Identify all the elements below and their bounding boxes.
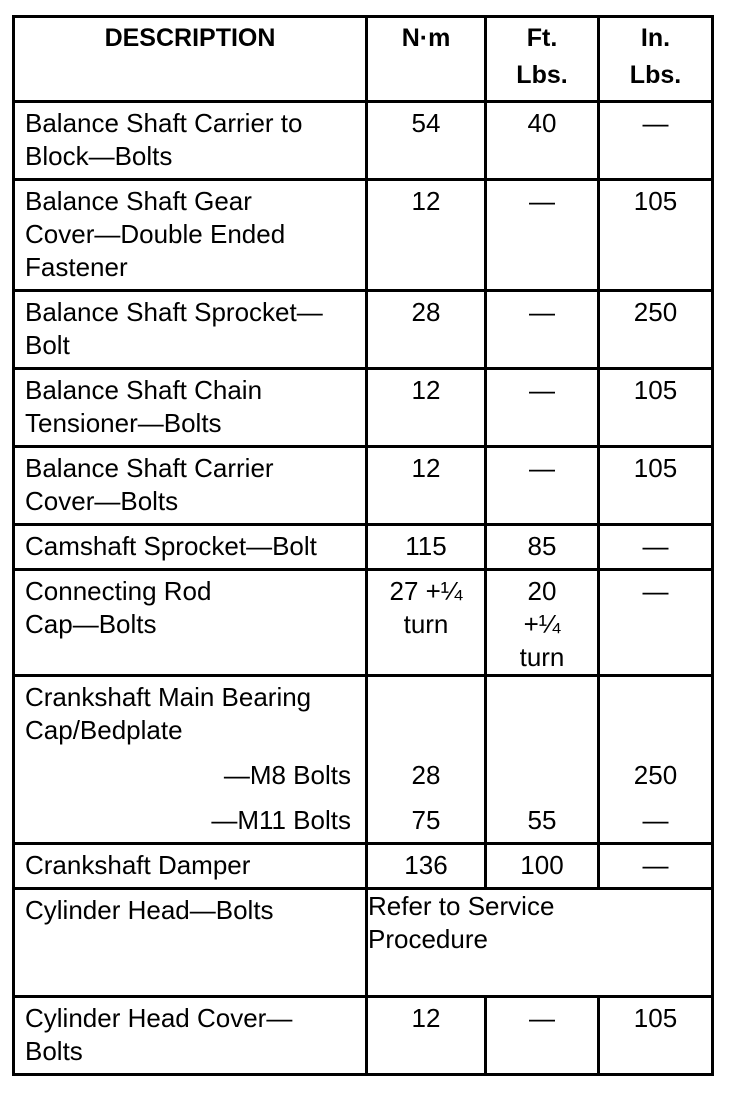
ft-lbs-cell: 85 — [486, 525, 599, 570]
nm-cell: 28 — [367, 291, 486, 369]
description-cell: Connecting Rod Cap—Bolts — [14, 570, 367, 676]
in-lbs-cell: — — [599, 525, 713, 570]
nm-cell: 28 75 — [367, 676, 486, 844]
table-row — [14, 570, 713, 676]
table-row — [14, 102, 713, 180]
header-row — [14, 17, 713, 102]
description-cell: Balance Shaft Carrier to Block—Bolts — [14, 102, 367, 180]
table-row — [14, 676, 713, 844]
nm-cell: 136 — [367, 844, 486, 889]
ft-lbs-cell: 40 — [486, 102, 599, 180]
description-cell: Balance Shaft Sprocket— Bolt — [14, 291, 367, 369]
sub-label-m11: —M11 Bolts — [211, 805, 351, 835]
description-cell: Crankshaft Damper — [14, 844, 367, 889]
table-row — [14, 291, 713, 369]
table-row — [14, 369, 713, 447]
nm-cell: 27 +¼ turn — [367, 570, 486, 676]
nm-cell: 12 — [367, 997, 486, 1075]
header-description: DESCRIPTION — [14, 17, 367, 102]
description-cell: Balance Shaft Carrier Cover—Bolts — [14, 447, 367, 525]
header-in-lbs: In. Lbs. — [599, 17, 713, 102]
in-lbs-cell: — — [599, 102, 713, 180]
table-row — [14, 447, 713, 525]
in-lbs-cell: — — [599, 570, 713, 676]
nm-cell: 12 — [367, 369, 486, 447]
nm-cell: 12 — [367, 447, 486, 525]
nm-cell: 12 — [367, 180, 486, 291]
ft-lbs-cell: — — [486, 291, 599, 369]
description-cell: Crankshaft Main Bearing Cap/Bedplate —M8 Bolts —M11 Bolts — [14, 676, 367, 844]
table-row — [14, 997, 713, 1075]
description-cell: Camshaft Sprocket—Bolt — [14, 525, 367, 570]
in-lbs-cell: 105 — [599, 180, 713, 291]
sub-label-m8: —M8 Bolts — [223, 760, 351, 790]
refer-to-service-note: Refer to Service Procedure — [367, 889, 713, 997]
in-lbs-cell: 105 — [599, 447, 713, 525]
table-row — [14, 844, 713, 889]
in-lbs-cell: 105 — [599, 369, 713, 447]
ft-lbs-cell: 55 — [486, 676, 599, 844]
ft-lbs-cell: — — [486, 447, 599, 525]
ft-lbs-cell: — — [486, 180, 599, 291]
in-lbs-cell: 250 — [599, 291, 713, 369]
header-nm: N·m — [367, 17, 486, 102]
ft-lbs-cell: — — [486, 369, 599, 447]
torque-specification-table — [12, 15, 714, 1076]
description-cell: Balance Shaft Gear Cover—Double Ended Fastener — [14, 180, 367, 291]
ft-lbs-cell: 20 +¼ turn — [486, 570, 599, 676]
nm-cell: 54 — [367, 102, 486, 180]
in-lbs-cell: 105 — [599, 997, 713, 1075]
in-lbs-cell: — — [599, 844, 713, 889]
nm-cell: 115 — [367, 525, 486, 570]
table-row — [14, 525, 713, 570]
table-row — [14, 180, 713, 291]
in-lbs-cell: 250 — — [599, 676, 713, 844]
table-row — [14, 889, 713, 997]
description-cell: Balance Shaft Chain Tensioner—Bolts — [14, 369, 367, 447]
ft-lbs-cell: 100 — [486, 844, 599, 889]
description-cell: Cylinder Head Cover— Bolts — [14, 997, 367, 1075]
ft-lbs-cell: — — [486, 997, 599, 1075]
description-cell: Cylinder Head—Bolts — [14, 889, 367, 997]
header-ft-lbs: Ft. Lbs. — [486, 17, 599, 102]
